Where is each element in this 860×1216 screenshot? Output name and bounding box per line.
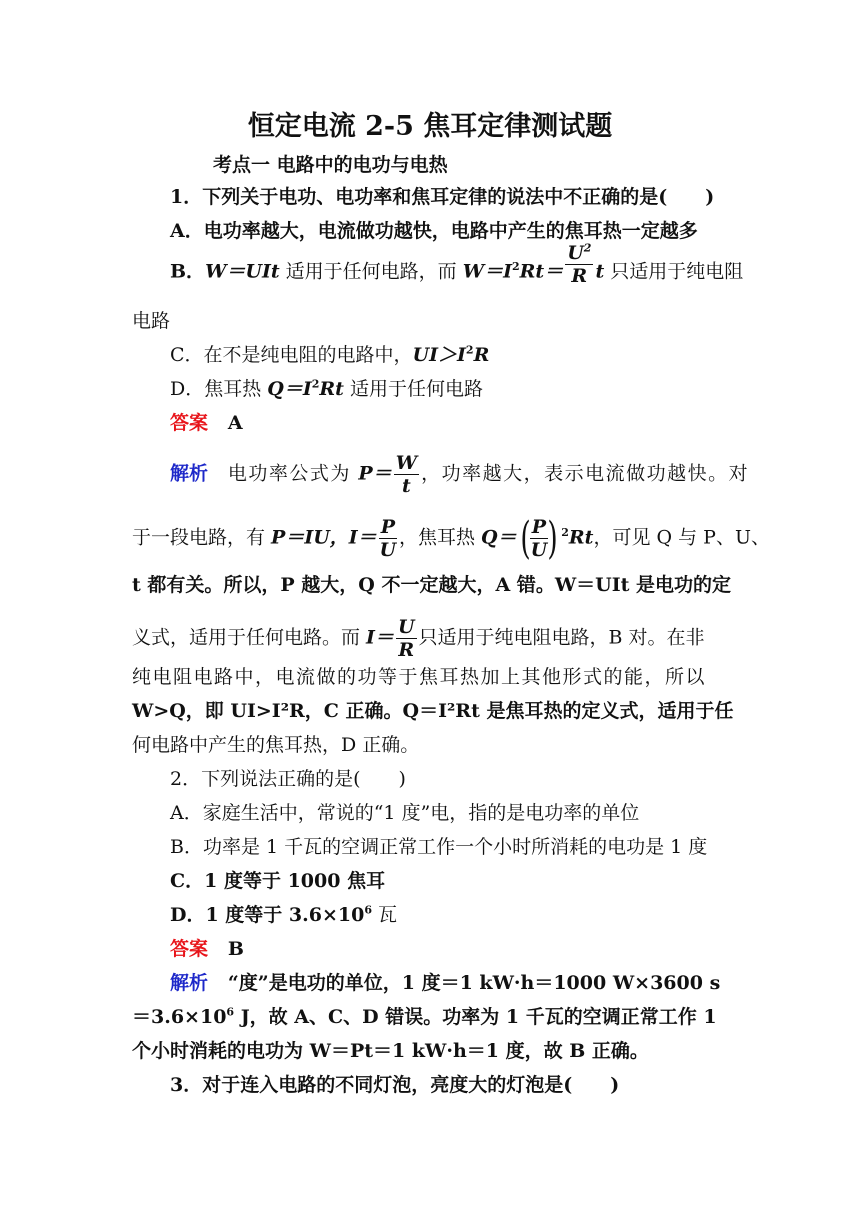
answer-label: 答案 bbox=[170, 412, 209, 434]
q1-option-b: B．W＝UIt 适用于任何电路，而 $W=I^2Rt=$ $\frac{U^2}{R}$ t 只适用于纯电阻 bbox=[170, 241, 744, 287]
q1-explanation-3: t 都有关。所以，P 越大，Q 不一定越大，A 错。W＝UIt 是电功的定 bbox=[132, 574, 732, 596]
q2-explanation-2: $=3.6\times 10^6$ J，故 A、C、D 错误。功率为 1 千瓦的空调正常工作 1 bbox=[132, 1005, 717, 1028]
q2-stem: 2．下列说法正确的是( ) bbox=[170, 768, 406, 790]
q1-exp-fraction-w-t: $\frac{W}{t}$ bbox=[395, 452, 418, 497]
q2-explanation-3: 个小时消耗的电功为 W＝Pt＝1 kW·h＝1 度，故 B 正确。 bbox=[132, 1040, 649, 1062]
q1-option-d: D．焦耳热 $Q=I^2Rt$ 适用于任何电路 bbox=[170, 377, 484, 400]
q2-option-c: C．1 度等于 1000 焦耳 bbox=[170, 870, 386, 892]
q2-option-b: B．功率是 1 千瓦的空调正常工作一个小时所消耗的电功是 1 度 bbox=[170, 836, 708, 858]
q1-stem: 1．下列关于电功、电功率和焦耳定律的说法中不正确的是( ) bbox=[170, 186, 715, 208]
q1-explanation-2: 于一段电路，有 P＝IU，I＝ $\frac{P}{U}$ ，焦耳热 Q＝( $\frac{P}{U}$ ) $^2$Rt，可见 Q 与 P、U、 bbox=[132, 512, 770, 564]
q2-answer: 答案 B bbox=[170, 938, 244, 960]
q1-option-a: A．电功率越大，电流做功越快，电路中产生的焦耳热一定越多 bbox=[170, 220, 698, 242]
q1-explanation-1: 解析 电功率公式为 P＝ $\frac{W}{t}$ ，功率越大，表示电流做功越快。对 bbox=[170, 452, 750, 497]
answer-label: 答案 bbox=[170, 938, 209, 960]
q1-exp-fraction-p-u-paren: $\frac{P}{U}$ bbox=[530, 516, 548, 561]
q2-option-a: A．家庭生活中，常说的“1 度”电，指的是电功率的单位 bbox=[170, 802, 640, 824]
q1-explanation-7: 何电路中产生的焦耳热，D 正确。 bbox=[132, 734, 420, 756]
q3-stem: 3．对于连入电路的不同灯泡，亮度大的灯泡是( ) bbox=[170, 1074, 620, 1096]
q1-explanation-6: W>Q，即 UI>I²R，C 正确。Q＝I²Rt 是焦耳热的定义式，适用于任 bbox=[132, 700, 734, 722]
explanation-label: 解析 bbox=[170, 462, 209, 485]
q2-explanation-1: 解析 “度”是电功的单位，1 度＝1 kW·h＝1000 W×3600 s bbox=[170, 972, 721, 994]
page-title: 恒定电流 2-5 焦耳定律测试题 bbox=[247, 111, 613, 142]
q1-b-fraction: $\frac{U^2}{R}$ bbox=[567, 241, 592, 287]
q1-explanation-4: 义式，适用于任何电路。而 I＝ $\frac{U}{R}$ 只适用于纯电阻电路，B 对。在非 bbox=[132, 616, 705, 661]
explanation-label: 解析 bbox=[170, 972, 209, 994]
q1-option-c: C．在不是纯电阻的电路中，$UI>I^2R$ bbox=[170, 343, 490, 366]
q1-option-b-continued: 电路 bbox=[132, 310, 171, 332]
q2-option-d: D．1 度等于 $3.6\times 10^6$ 瓦 bbox=[170, 903, 398, 926]
q1-exp-fraction-u-r: $\frac{U}{R}$ bbox=[397, 616, 415, 661]
q1-exp-fraction-p-u: $\frac{P}{U}$ bbox=[379, 516, 397, 561]
section-heading: 考点一 电路中的电功与电热 bbox=[213, 154, 448, 176]
q1-answer: 答案 A bbox=[170, 412, 243, 434]
q1-explanation-5: 纯电阻电路中，电流做的功等于焦耳热加上其他形式的能，所以 bbox=[132, 666, 707, 688]
